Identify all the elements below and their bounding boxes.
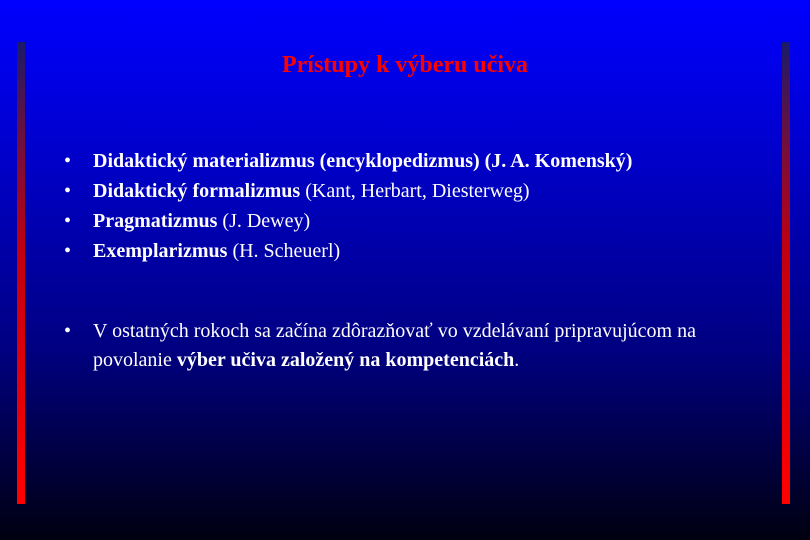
- paragraph-end-text: .: [514, 349, 520, 371]
- bullet-icon: •: [64, 210, 72, 232]
- slide-title: Prístupy k výberu učiva: [281, 52, 529, 78]
- item-bold-text: Didaktický formalizmus: [93, 180, 301, 202]
- paragraph-normal-text: V ostatných rokoch sa začína zdôrazňovať vo vzdelávaní pripravujúcom na povolanie: [93, 320, 696, 371]
- right-decorative-bar: [782, 42, 790, 504]
- bullet-icon: •: [64, 180, 72, 202]
- list-item: [64, 146, 764, 176]
- item-bold-text: Pragmatizmus: [93, 210, 218, 232]
- bullet-icon: •: [64, 320, 72, 342]
- competence-paragraph: [64, 317, 704, 375]
- bullet-icon: •: [64, 150, 72, 172]
- list-item: [64, 236, 764, 266]
- list-item: [64, 206, 764, 236]
- item-bold-text: Didaktický materializmus (encyklopedizmus) (J. A. Komenský): [93, 150, 633, 172]
- list-item: [64, 176, 764, 206]
- approaches-list: [64, 146, 764, 266]
- item-rest-text: (J. Dewey): [217, 210, 311, 232]
- paragraph-text: [64, 317, 704, 375]
- item-rest-text: (H. Scheuerl): [227, 240, 341, 262]
- bullet-icon: •: [64, 240, 72, 262]
- paragraph-bold-text: výber učiva založený na kompetenciách: [176, 349, 515, 371]
- item-bold-text: Exemplarizmus: [93, 240, 228, 262]
- left-decorative-bar: [17, 42, 25, 504]
- item-rest-text: (Kant, Herbart, Diesterweg): [300, 180, 530, 202]
